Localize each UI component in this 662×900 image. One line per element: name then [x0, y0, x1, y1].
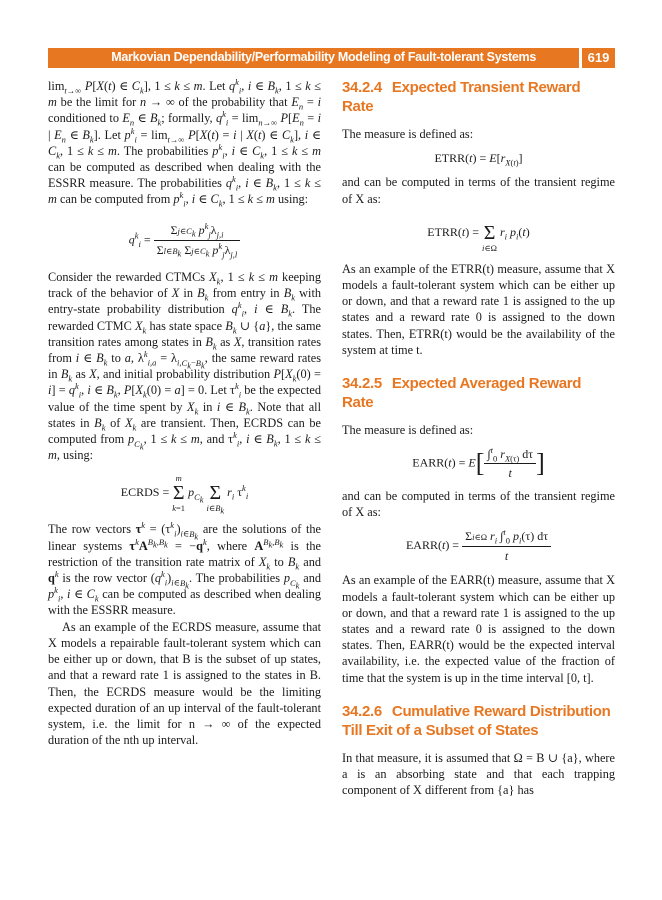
right-column — [342, 78, 615, 798]
paragraph: As an example of the EARR(t) measure, assume that X models a fault-tolerant system which can be either up or down, and that a reward rate 1 is assigned to the up states and a reward rate 0 is assigned to the down states. Then, EARR(t) would be the expected interval availability, i.e. the expected value of the fraction of time that the system is up in the time interval [0, t]. — [342, 573, 615, 685]
equation-earr-compute: EARR(t) = $\frac{\Sigma i\in\Omega r_i \int^t_0 p_i(\tau) d\tau}{t}$ — [342, 528, 615, 564]
section-number: 34.2.6 — [342, 702, 382, 720]
section-title: Cumulative Reward Distribution Till Exit of a Subset of States — [342, 702, 611, 739]
paragraph: The measure is defined as: — [342, 127, 474, 141]
paragraph: The measure is defined as: — [342, 423, 474, 438]
section-heading-34-2-6 — [342, 702, 615, 740]
page-number: 619 — [582, 48, 615, 68]
equation-ecrds: ECRDS = m Σ k=1 $p_{C_k}$ Σ $i\in B_k$ $r_i$ $\tau^k_i$ — [120, 473, 249, 517]
paragraph: As an example of the ETRR(t) measure, assume that X models a fault-tolerant system which can be either up or down, and that a reward rate 1 is assigned to the up states and a reward rate 0 is assigned to the down states. Then, ETRR(t) would be the availability of the system at time t. — [342, 261, 615, 357]
section-heading-34-2-4 — [342, 78, 615, 116]
paragraph: In that measure, it is assumed that Ω = B ∪ {a}, where a is an absorbing state and that each trapping component of X different from {a} has — [342, 750, 615, 798]
equation-etrr-compute: ETRR(t) = Σ i∈Ω $r_i$ $p_i(t)$ — [427, 221, 530, 253]
equation-q: $q^k_i$ = $\frac{\Sigma j\in C_k p^k_j\lambda_{j,i}}{\Sigma l\in B_k \Sigma j\in C_k p^k_j\lambda_{j,l}}$ — [48, 222, 321, 259]
paragraph: As an example of the ECRDS measure, assume that X models a repairable fault-tolerant system which can be either up or down, that B is the subset of up states, and that a reward rate 1 is assigned to the states in B. Then, the ECRDS measure would be the limiting expected duration of an up interval of the fault-tolerant system, i.e. the limit for n → ∞ of the expected duration of the nth up interval. — [48, 619, 321, 748]
section-number: 34.2.4 — [342, 79, 382, 96]
section-title: Expected Transient Reward Rate — [342, 79, 581, 115]
running-title: Markovian Dependability/Performability Modeling of Fault-tolerant Systems — [111, 50, 536, 64]
header-band — [48, 48, 579, 68]
equation-etrr-def: ETRR(t) = $E[r_{X(t)}]$ — [434, 151, 523, 168]
section-title: Expected Averaged Reward Rate — [342, 375, 582, 412]
section-number: 34.2.5 — [342, 375, 382, 393]
section-heading-34-2-5 — [342, 374, 615, 412]
paragraph-visual: $\lim_{t\to\infty} P[X(t)$ ∈ $C_k$], 1 ≤ k ≤ m. Let $q^k_i$, i ∈ $B_k$, 1 ≤ k ≤ m be the limit for n → ∞ of the probability that $E_n = i$ conditioned to $E_n$ ∈ $B_k$; formally, $q^k_i = \lim_{n\to\infty} P[E_n = i$ | $E_n$ ∈ $B_k$]. Let $p^k_i = \lim_{t\to\infty} P[X(t) = i$ | X(t) ∈ $C_k$], i ∈ $C_k$, 1 ≤ k ≤ m. The probabilities $p^k_i$, i ∈ $C_k$, 1 ≤ k ≤ m can be computed as described when dealing with the ESSRR measure. The probabilities $q^k_i$, i ∈ $B_k$, 1 ≤ k ≤ m can be computed from $p^k_i$, i ∈ $C_k$, 1 ≤ k ≤ m using: — [48, 76, 321, 209]
left-column — [48, 78, 321, 748]
paragraph: and can be computed in terms of the transient regime of X as: — [342, 488, 615, 519]
paragraph-visual: Consider the rewarded CTMCs $X_k$, 1 ≤ k ≤ m keeping track of the behavior of X in $B_k$ from entry in $B_k$ with entry-state probability distribution $q^k_i$, i ∈ $B_k$. The rewarded CTMC $X_k$ has state space $B_k$ ∪ {a}, the same transition rates among states in $B_k$ as X, transition rates from i ∈ $B_k$ to a, $\lambda^k_{i,a} = \lambda_{i,C_k-B_k}$, the same reward rates in $B_k$ as X, and initial probability distribution $P[X_k(0) = i] = q^k_i$, i ∈ $B_k$, $P[X_k(0) = a] = 0$. Let $\tau^k_i$ be the expected value of the time spent by $X_k$ in i ∈ $B_k$. Note that all states in $B_k$ of $X_k$ are transient. Then, ECRDS can be computed from $p_{C_k}$, 1 ≤ k ≤ m, and $\tau^k_i$, i ∈ $B_k$, 1 ≤ k ≤ m, using: — [48, 270, 322, 463]
paragraph-visual: The row vectors $\tau^k = (\tau^k_i)_{i\in B_k}$ are the solutions of the linear systems $\tau^kA^{B_k,B_k} = -q^k$, where $A^{B_k,B_k}$ is the restriction of the transition rate matrix of $X_k$ to $B_k$ and $q^k$ is the row vector $(q^k_i)_{i\in B_k}$. The probabilities $p_{C_k}$ and $p^k_i$, i ∈ $C_k$ can be computed as described when dealing with the ESSRR measure. — [48, 520, 321, 618]
equation-earr-def: EARR(t) = E[ $\frac{\int^t_0 r_{X(\tau)} d\tau}{t}$ ] — [412, 445, 545, 481]
running-header — [48, 48, 615, 68]
paragraph: and can be computed in terms of the transient regime of X as: — [342, 175, 615, 206]
